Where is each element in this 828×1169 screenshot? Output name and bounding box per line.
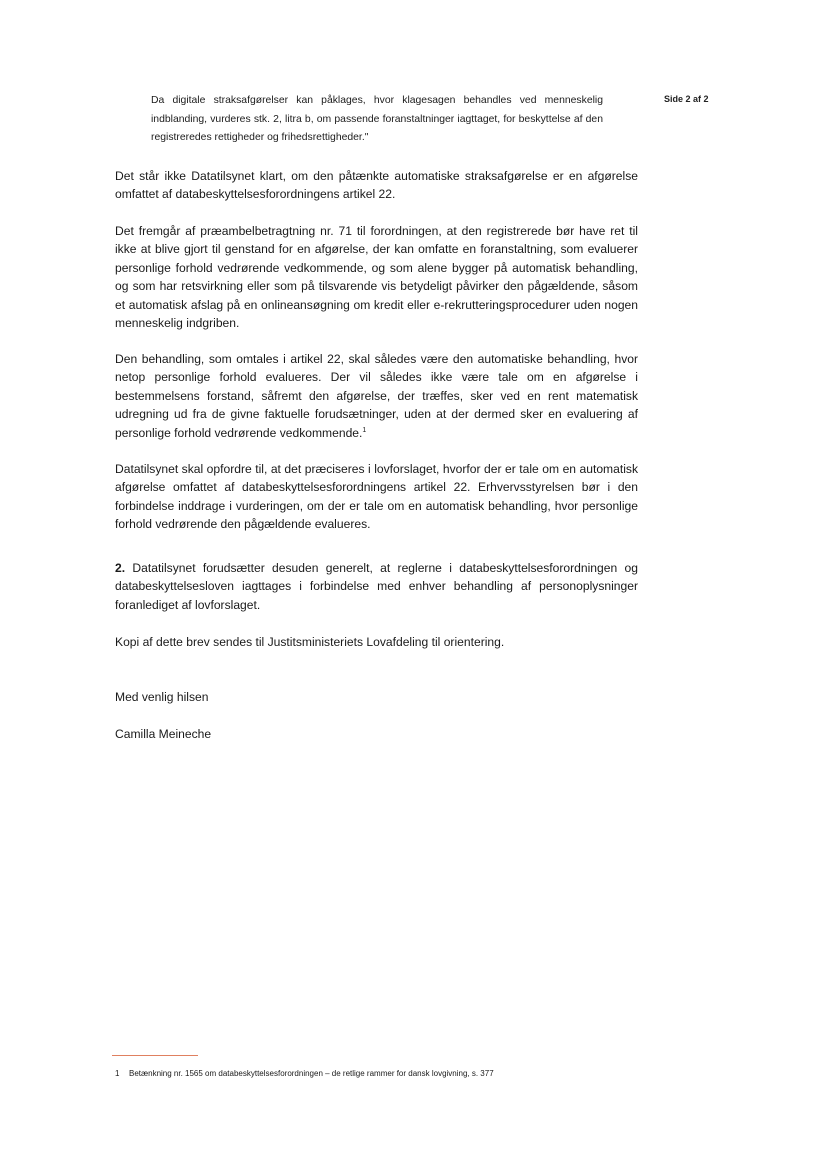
paragraph-processing-evaluation (115, 350, 638, 442)
paragraph-text: Datatilsynet forudsætter desuden generelt, at reglerne i databeskyttelsesforordningen og databeskyttelsesloven iagttages i forbindelse med enhver behandling af personoplysninger foranlediget af lovforslaget. (115, 561, 638, 612)
footnote-reference: 1 (362, 426, 367, 434)
paragraph-clarification-request: Datatilsynet skal opfordre til, at det præciseres i lovforslaget, hvorfor der er tale om en automatisk afgørelse omfattet af databeskyttelsesforordningens artikel 22. Erhvervsstyrelsen bør i den forbindelse inddrage i vurderingen, om der er tale om en automatisk behandling, hvor personlige forhold vedrørende den pågældende evalueres. (115, 462, 638, 532)
footnote-text: Betænkning nr. 1565 om databeskyttelsesforordningen – de retlige rammer for dansk lovgivning, s. 377 (129, 1069, 494, 1078)
paragraph-number: 2. (115, 561, 126, 575)
footnote-number: 1 (115, 1069, 120, 1078)
block-quote: Da digitale straksafgørelser kan påklages, hvor klagesagen behandles ved menneskelig indblanding, vurderes stk. 2, litra b, om passende foranstaltninger iagttaget, for beskyttelse af den registreredes rettigheder og frihedsrettigheder." (151, 95, 603, 144)
paragraph-point-2 (115, 559, 638, 614)
paragraph-copy-notice: Kopi af dette brev sendes til Justitsministeriets Lovafdeling til orientering. (115, 635, 505, 649)
page-number: Side 2 af 2 (664, 94, 709, 104)
paragraph-article-22-unclear: Det står ikke Datatilsynet klart, om den påtænkte automatiske straksafgørelse er en afgørelse omfattet af databeskyttelsesforordningens artikel 22. (115, 169, 638, 202)
paragraph-text: Den behandling, som omtales i artikel 22, skal således være den automatiske behandling, hvor netop personlige forhold evalueres. Der vil således ikke være tale om en afgørelse i bestemmelsens forstand, såfremt den afgørelse, der træffes, sker ved en rent matematisk udregning ud fra de givne faktuelle forudsætninger, uden at der dermed sker en evaluering af personlige forhold vedrørende vedkommende. (115, 352, 638, 440)
signatory-name: Camilla Meineche (115, 727, 212, 741)
footnote (115, 1068, 494, 1080)
paragraph-recital-71: Det fremgår af præambelbetragtning nr. 71 til forordningen, at den registrerede bør have ret til ikke at blive gjort til genstand for en afgørelse, der kan omfatte en foranstaltning, som evaluerer personlige forhold vedrørende vedkommende, og som alene bygger på automatisk behandling, og som har retsvirkning eller som på tilsvarende vis betydeligt påvirker den pågældende, såsom et automatisk afslag på en onlineansøgning om kredit eller e-rekrutteringsprocedurer uden nogen menneskelig indgriben. (115, 224, 638, 331)
footnote-divider (112, 1055, 198, 1056)
closing-greeting: Med venlig hilsen (115, 690, 209, 704)
